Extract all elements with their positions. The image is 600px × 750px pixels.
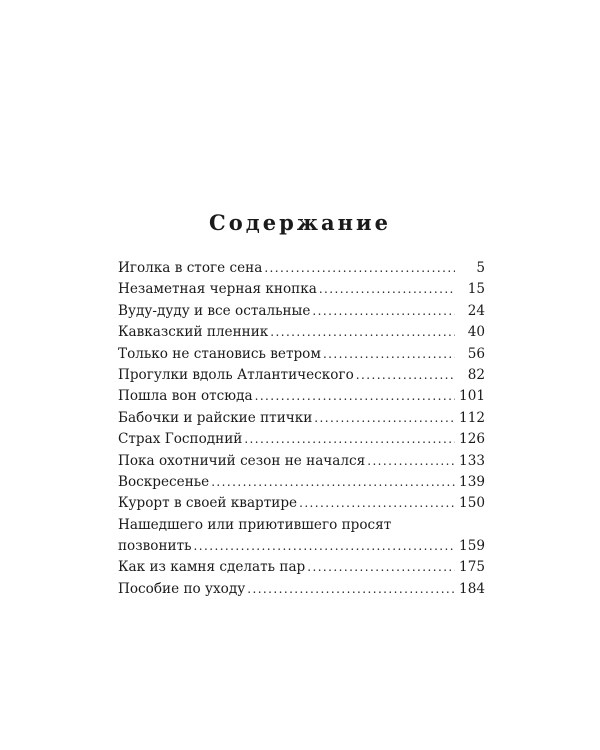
toc-entry-continuation bbox=[118, 536, 485, 557]
dot-leader bbox=[299, 493, 455, 514]
toc-entry[interactable] bbox=[118, 493, 485, 514]
toc-page-number: 82 bbox=[467, 366, 485, 383]
toc-entry[interactable] bbox=[118, 472, 485, 493]
toc-entry[interactable] bbox=[118, 557, 485, 578]
toc-page-number: 40 bbox=[467, 324, 485, 341]
dot-leader bbox=[194, 536, 455, 557]
dot-leader bbox=[270, 322, 455, 343]
toc-entry-title: Нашедшего или приютившего просят bbox=[118, 516, 392, 533]
toc-entry[interactable] bbox=[118, 579, 485, 600]
toc-entry-title: Бабочки и райские птички bbox=[118, 409, 313, 426]
toc-entry-title-continued: позвонить bbox=[118, 538, 192, 555]
toc-entry[interactable] bbox=[118, 429, 485, 450]
toc-entry-title: Курорт в своей квартире bbox=[118, 495, 298, 512]
toc-entry-title: Воскресенье bbox=[118, 473, 210, 490]
dot-leader bbox=[307, 557, 455, 578]
dot-leader bbox=[264, 258, 455, 279]
table-of-contents bbox=[118, 258, 485, 600]
toc-page-number: 56 bbox=[467, 345, 485, 362]
page-title: Содержание bbox=[209, 210, 391, 235]
toc-page-number: 15 bbox=[467, 281, 485, 298]
toc-entry[interactable] bbox=[118, 258, 485, 279]
toc-page-number: 159 bbox=[459, 538, 485, 555]
toc-entry-title: Пошла вон отсюда bbox=[118, 388, 253, 405]
toc-page-number: 139 bbox=[459, 473, 485, 490]
toc-entry-title: Пособие по уходу bbox=[118, 580, 246, 597]
toc-entry-title: Вуду-дуду и все остальные bbox=[118, 302, 311, 319]
toc-page-number: 24 bbox=[467, 302, 485, 319]
toc-page-number: 184 bbox=[459, 580, 485, 597]
dot-leader bbox=[247, 579, 455, 600]
dot-leader bbox=[314, 408, 455, 429]
toc-entry-title: Только не становись ветром bbox=[118, 345, 321, 362]
toc-entry[interactable] bbox=[118, 451, 485, 472]
dot-leader bbox=[356, 365, 455, 386]
toc-page-number: 101 bbox=[459, 388, 485, 405]
toc-entry-title: Страх Господний bbox=[118, 431, 243, 448]
toc-page-number: 150 bbox=[459, 495, 485, 512]
toc-entry-title: Кавказский пленник bbox=[118, 324, 269, 341]
dot-leader bbox=[244, 429, 455, 450]
toc-page-number: 5 bbox=[476, 260, 485, 276]
toc-entry[interactable] bbox=[118, 301, 485, 322]
toc-entry[interactable] bbox=[118, 279, 485, 300]
toc-entry[interactable] bbox=[118, 365, 485, 386]
toc-entry-title: Иголка в стоге сена bbox=[118, 260, 263, 276]
dot-leader bbox=[319, 279, 455, 300]
toc-entry[interactable] bbox=[118, 344, 485, 365]
toc-entry[interactable] bbox=[118, 408, 485, 429]
toc-entry-title: Прогулки вдоль Атлантического bbox=[118, 366, 354, 383]
toc-page-number: 175 bbox=[459, 559, 485, 576]
dot-leader bbox=[211, 472, 455, 493]
toc-page-number: 112 bbox=[459, 409, 485, 426]
dot-leader bbox=[312, 301, 455, 322]
toc-entry-title: Незаметная черная кнопка bbox=[118, 281, 317, 298]
toc-page-number: 126 bbox=[459, 431, 485, 448]
toc-entry[interactable] bbox=[118, 386, 485, 407]
dot-leader bbox=[255, 386, 455, 407]
toc-entry[interactable] bbox=[118, 322, 485, 343]
dot-leader bbox=[367, 451, 455, 472]
dot-leader bbox=[323, 344, 455, 365]
toc-entry[interactable] bbox=[118, 515, 485, 558]
toc-entry-title: Как из камня сделать пар bbox=[118, 559, 306, 576]
toc-entry-title: Пока охотничий сезон не начался bbox=[118, 452, 366, 469]
toc-page-number: 133 bbox=[459, 452, 485, 469]
